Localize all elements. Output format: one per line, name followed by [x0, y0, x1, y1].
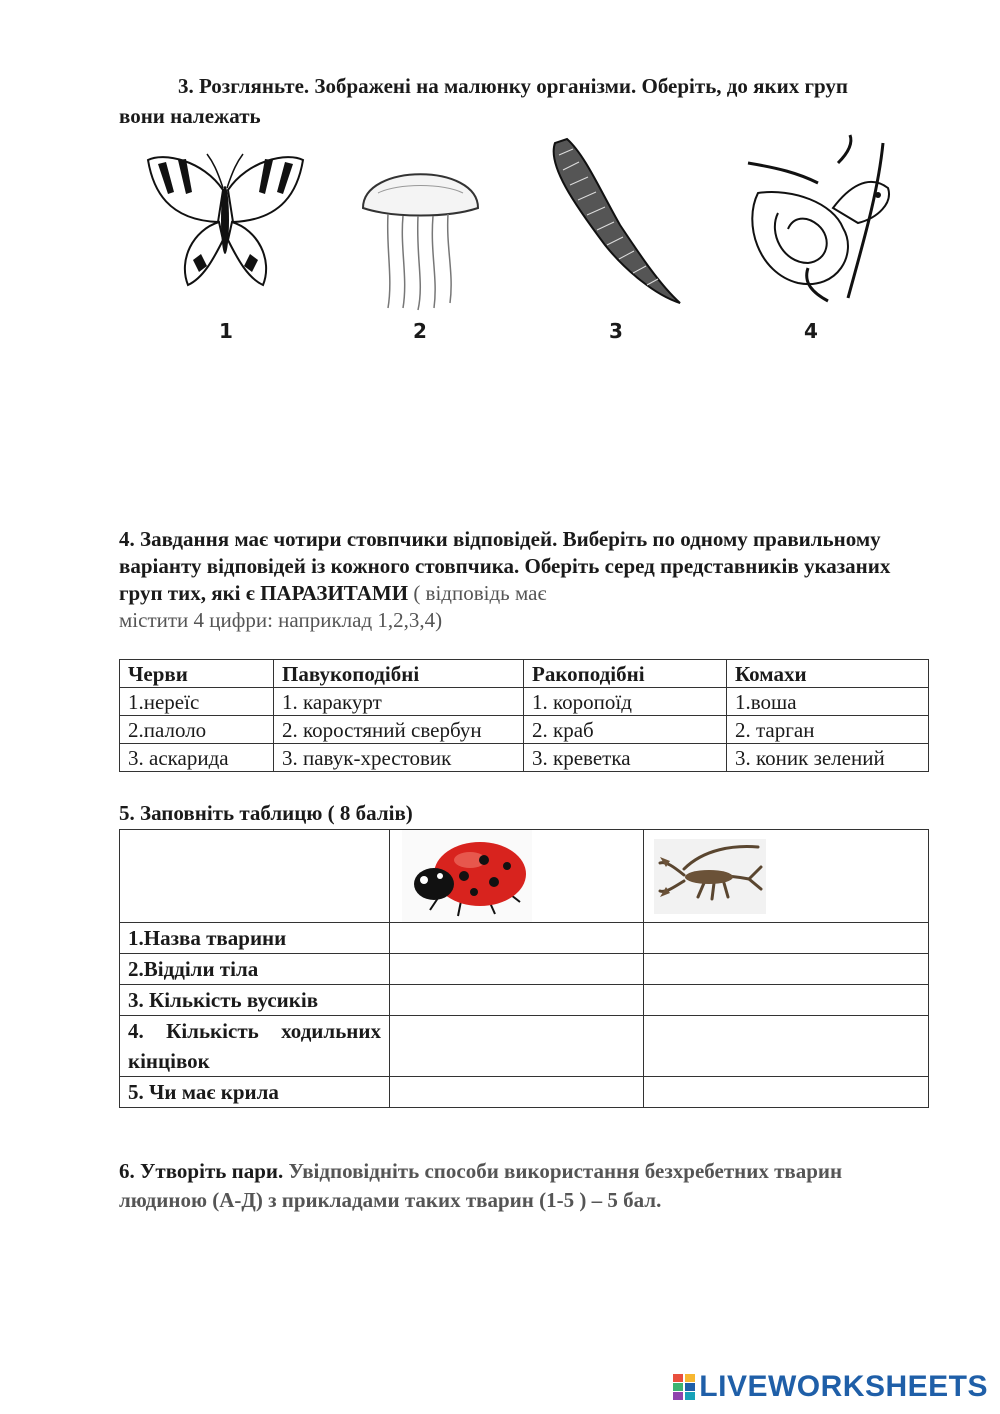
liveworksheets-logo-icon: [673, 1374, 695, 1400]
task5-heading: 5. Заповніть таблицю ( 8 балів): [119, 801, 413, 825]
answer-cell-ladybug-body[interactable]: [390, 954, 644, 985]
liveworksheets-logo: [673, 1370, 988, 1403]
table-cell: 2. краб: [524, 716, 727, 744]
answer-cell-ladybug-antennae[interactable]: [390, 985, 644, 1016]
table-cell: 2. тарган: [727, 716, 929, 744]
table-row: [120, 716, 929, 744]
answer-cell-crayfish-wings[interactable]: [644, 1077, 929, 1108]
table-cell: 3. павук-хрестовик: [274, 744, 524, 772]
ladybug-image: [402, 830, 532, 922]
table-cell: 3. коник зелений: [727, 744, 929, 772]
liveworksheets-brand-text: LIVEWORKSHEETS: [699, 1370, 988, 1403]
answer-cell-ladybug-wings[interactable]: [390, 1077, 644, 1108]
butterfly-image: [143, 150, 308, 295]
figure-label-1: 1: [219, 319, 233, 343]
answer-cell-crayfish-antennae[interactable]: [644, 985, 929, 1016]
snail-image: [738, 133, 898, 303]
row-label-body-sections: 2.Відділи тіла: [120, 954, 390, 985]
figure-label-3: 3: [609, 319, 623, 343]
fill-in-table: [119, 829, 929, 1108]
task4-instructions: [119, 526, 929, 634]
crayfish-cell: [644, 830, 929, 923]
table-header-row: [120, 660, 929, 688]
empty-corner-cell: [120, 830, 390, 923]
table-row: [120, 985, 929, 1016]
table-cell: 3. креветка: [524, 744, 727, 772]
jellyfish-image: [358, 148, 483, 313]
task3-heading-continued: вони належать: [119, 104, 261, 128]
row-label-antennae-count: 3. Кількість вусиків: [120, 985, 390, 1016]
header-worms: Черви: [120, 660, 274, 688]
task3-heading: 3. Розгляньте. Зображені на малюнку організми. Оберіть, до яких груп: [178, 74, 849, 98]
answer-cell-crayfish-limbs[interactable]: [644, 1016, 929, 1077]
table-cell: 2. коростяний свербун: [274, 716, 524, 744]
task4-intro-note: ( відповідь має: [408, 581, 547, 605]
answer-cell-crayfish-name[interactable]: [644, 923, 929, 954]
header-arachnids: Павукоподібні: [274, 660, 524, 688]
parasite-options-table: [119, 659, 929, 772]
task6-instructions: [119, 1157, 929, 1215]
row-label-has-wings: 5. Чи має крила: [120, 1077, 390, 1108]
task4-intro-example: містити 4 цифри: наприклад 1,2,3,4): [119, 608, 443, 632]
answer-cell-ladybug-limbs[interactable]: [390, 1016, 644, 1077]
figure-label-2: 2: [413, 319, 427, 343]
image-row: [120, 830, 929, 923]
table-row: [120, 744, 929, 772]
table-cell: 2.палоло: [120, 716, 274, 744]
header-insects: Комахи: [727, 660, 929, 688]
table-cell: 1. каракурт: [274, 688, 524, 716]
ladybug-cell: [390, 830, 644, 923]
crayfish-image: [654, 839, 766, 914]
table-cell: 1. коропоїд: [524, 688, 727, 716]
table-row: [120, 923, 929, 954]
table-cell: 3. аскарида: [120, 744, 274, 772]
header-crustaceans: Ракоподібні: [524, 660, 727, 688]
table-cell: 1.нереїс: [120, 688, 274, 716]
table-row: [120, 1077, 929, 1108]
row-label-animal-name: 1.Назва тварини: [120, 923, 390, 954]
leech-image: [545, 135, 685, 305]
answer-cell-ladybug-name[interactable]: [390, 923, 644, 954]
task6-text: Увідповідніть способи використання безхребетних тварин людиною (А-Д) з прикладами таких тварин (1-5 ) – 5 бал.: [119, 1159, 843, 1212]
table-row: [120, 1016, 929, 1077]
table-cell: 1.воша: [727, 688, 929, 716]
task6-heading: 6. Утворіть пари.: [119, 1159, 284, 1183]
answer-cell-crayfish-body[interactable]: [644, 954, 929, 985]
task4-intro-bold: 4. Завдання має чотири стовпчики відповідей. Виберіть по одному правильному варіанту відповідей із кожного стовпчика. Оберіть серед представників указаних груп тих, які є ПАРАЗИТАМИ: [119, 527, 891, 605]
table-row: [120, 954, 929, 985]
figure-label-4: 4: [804, 319, 818, 343]
table-row: [120, 688, 929, 716]
row-label-walking-limbs: 4. Кількість ходильних кінцівок: [120, 1016, 390, 1077]
